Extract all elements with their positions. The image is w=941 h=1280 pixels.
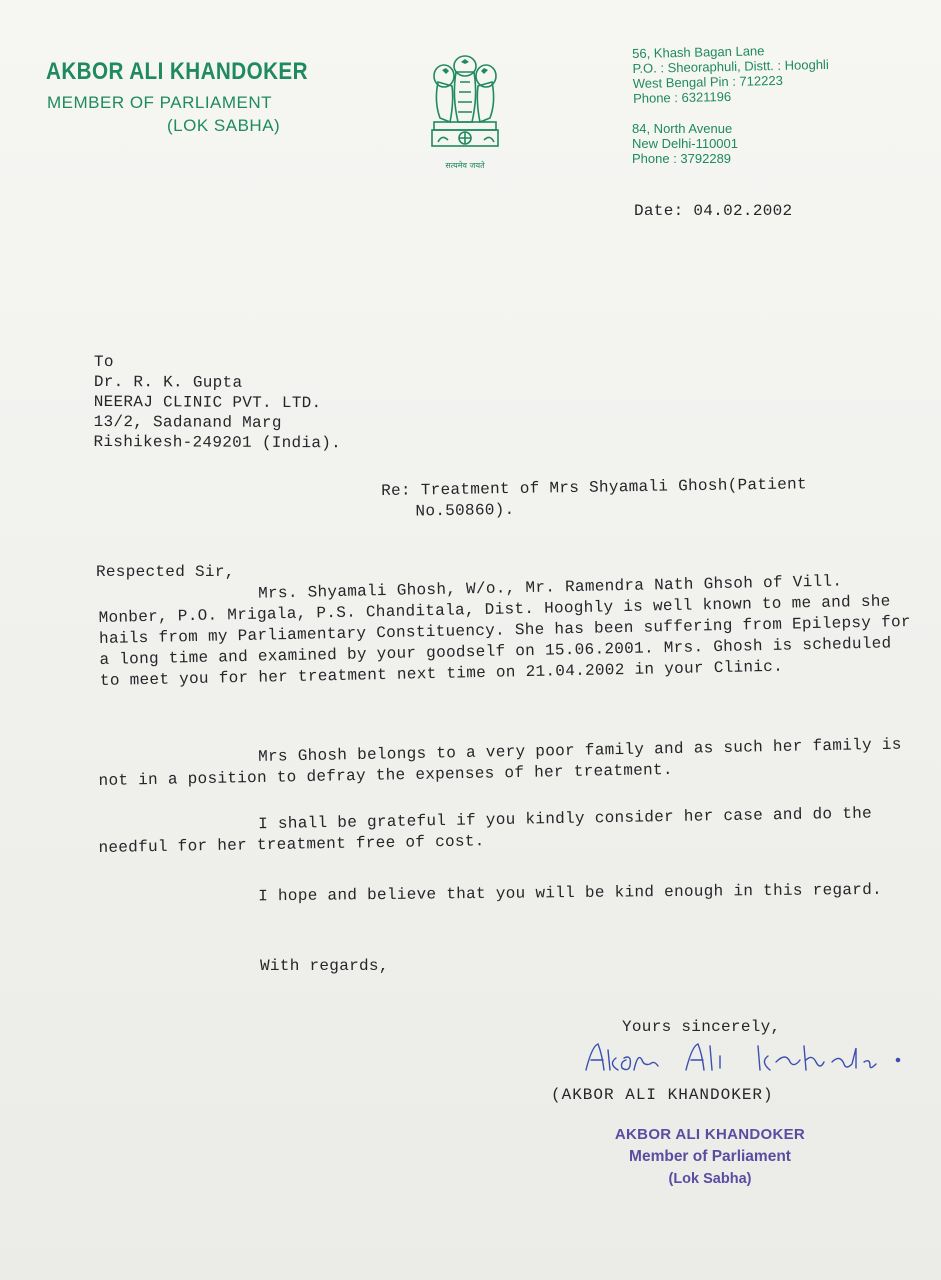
letterhead-title: MEMBER OF PARLIAMENT xyxy=(47,93,273,112)
letterhead-name: AKBOR ALI KHANDOKER xyxy=(46,58,308,85)
stamp-line: AKBOR ALI KHANDOKER xyxy=(614,1126,806,1143)
recipient-line: 13/2, Sadanand Marg xyxy=(93,412,282,432)
stamp-line: (Lok Sabha) xyxy=(668,1171,752,1187)
body-paragraph: Mrs Ghosh belongs to a very poor family and as such her family is not in a position to defray the expenses of her treatment. xyxy=(98,735,902,790)
recipient-line: To xyxy=(93,353,114,372)
official-stamp xyxy=(590,1124,830,1190)
recipient-address xyxy=(93,352,341,453)
address-local-line: Phone : 6321196 xyxy=(632,88,732,106)
recipient-line: NEERAJ CLINIC PVT. LTD. xyxy=(93,392,322,413)
recipient-line: Dr. R. K. Gupta xyxy=(93,372,243,392)
address-delhi xyxy=(632,121,738,166)
address-delhi-line: Phone : 3792289 xyxy=(632,151,732,166)
subject-line xyxy=(381,474,807,523)
letterhead-house: (LOK SABHA) xyxy=(167,116,281,135)
body-paragraph: I hope and believe that you will be kind enough in this regard. xyxy=(258,880,883,906)
subject-line-1: Re: Treatment of Mrs Shyamali Ghosh(Patient xyxy=(381,475,808,500)
subject-line-2: No.50860). xyxy=(415,500,515,521)
emblem-motto: सत्यमेव जयते xyxy=(445,161,485,170)
address-local-line: P.O. : Sheoraphuli, Distt. : Hooghli xyxy=(632,56,829,76)
address-local-line: West Bengal Pin : 712223 xyxy=(632,72,784,91)
stamp-line: Member of Parliament xyxy=(629,1148,791,1165)
address-local-line: 56, Khash Bagan Lane xyxy=(632,43,765,61)
address-delhi-line: 84, North Avenue xyxy=(632,121,733,136)
address-delhi-line: New Delhi-110001 xyxy=(632,136,738,151)
salutation: Respected Sir, xyxy=(96,563,235,581)
typed-signatory-name: (AKBOR ALI KHANDOKER) xyxy=(551,1086,774,1104)
closing-regards: With regards, xyxy=(260,957,389,975)
handwritten-signature xyxy=(582,1040,912,1078)
recipient-line: Rishikesh-249201 (India). xyxy=(93,432,342,453)
body-paragraph: I shall be grateful if you kindly consider her case and do the needful for her treatment free of cost. xyxy=(98,804,873,857)
body-paragraph: Mrs. Shyamali Ghosh, W/o., Mr. Ramendra Nath Ghsoh of Vill. Monber, P.O. Mrigala, P.S. Chanditala, Dist. Hooghly is well known to me and she hails from my Parliamentary Constituency. She has been suffering from Epilepsy for a long time and examined by your goodself on 15.06.2001. Mrs. Ghosh is scheduled to meet you for her treatment next time on 21.04.2002 in your Clinic. xyxy=(98,572,912,690)
national-emblem-icon xyxy=(424,52,506,174)
closing-yours: Yours sincerely, xyxy=(622,1018,781,1036)
letter-date: Date: 04.02.2002 xyxy=(634,202,793,220)
address-local xyxy=(632,42,830,106)
